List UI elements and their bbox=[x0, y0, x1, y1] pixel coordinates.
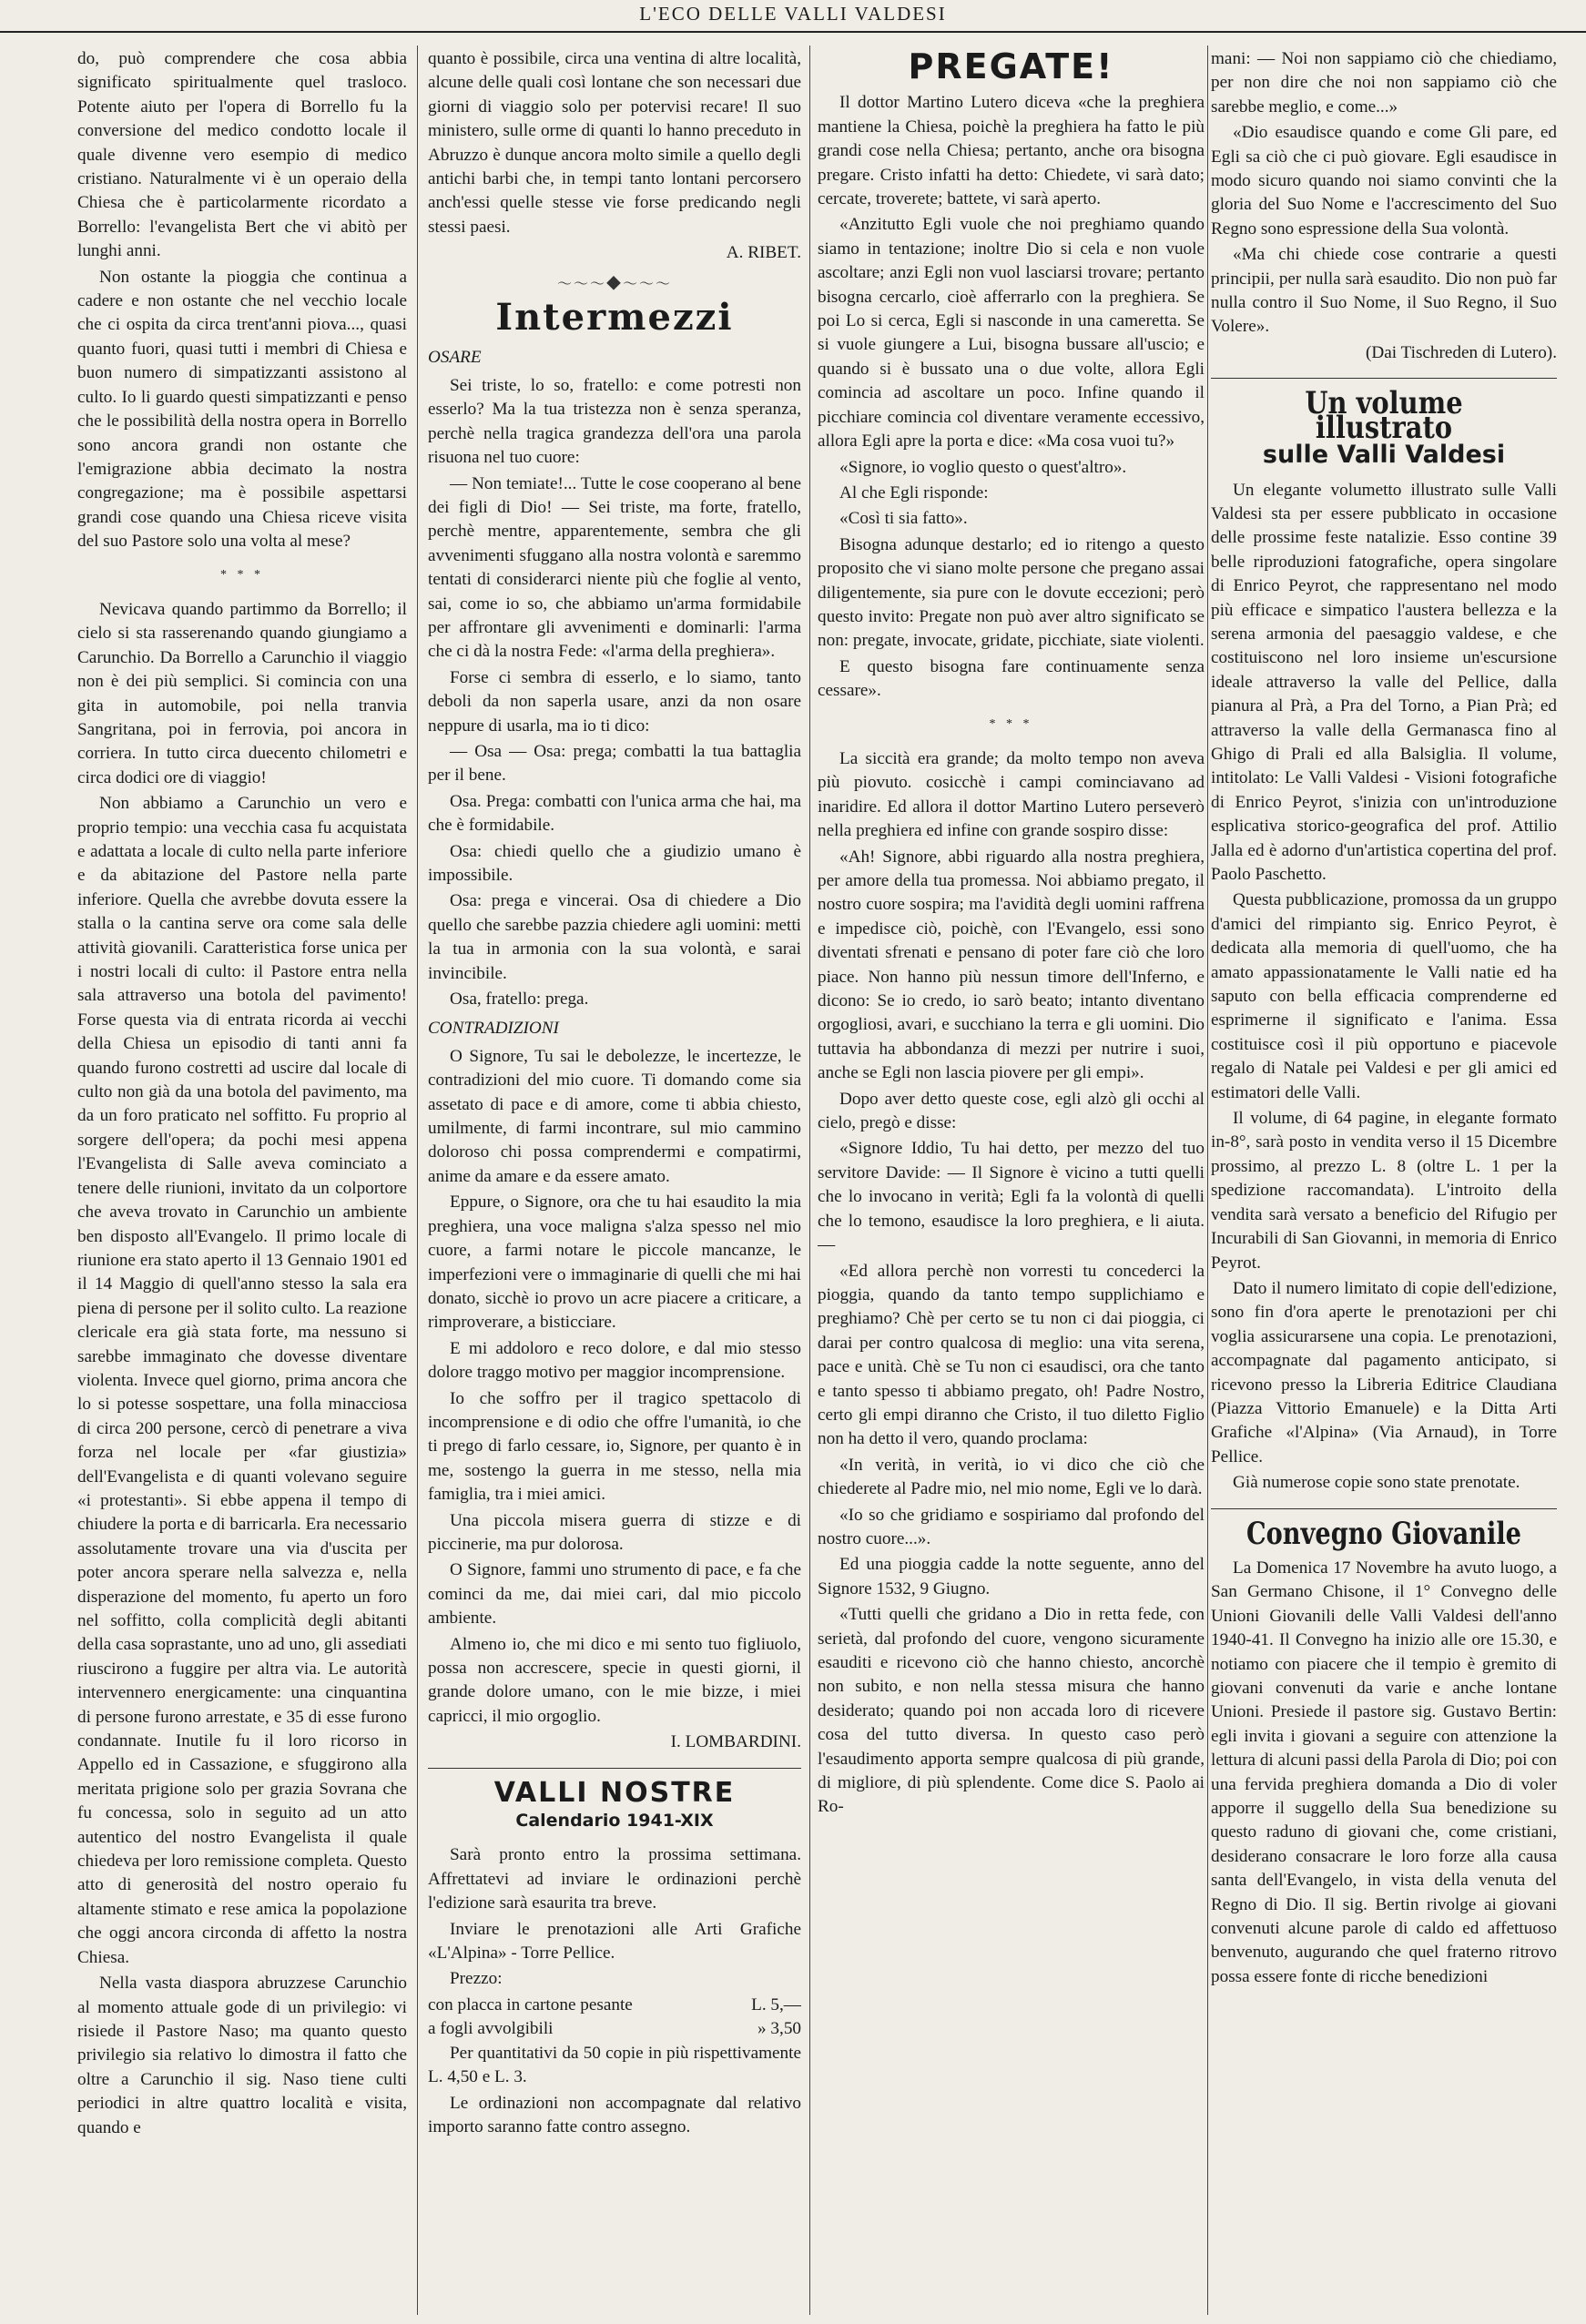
valli-nostre-heading: VALLI NOSTRE bbox=[493, 1776, 736, 1809]
article-signature: A. RIBET. bbox=[726, 243, 801, 263]
masthead bbox=[0, 0, 1586, 33]
pregate-heading: PREGATE! bbox=[908, 47, 1114, 86]
price-row-value: » 3,50 bbox=[757, 2019, 801, 2039]
article-paragraph: Una piccola misera guerra di stizze e di piccinerie, ma pur dolorosa. bbox=[428, 1510, 801, 1554]
article-paragraph: O Signore, Tu sai le debolezze, le incertezze, le contradizioni del mio cuore. Ti domando come sia assetato di pace e di amore, come ti abbia chiesto, umilmente, di farmi incontrare, sul mio cammino doloroso chi possa comprendermi e compatirmi, anime da amare e da essere amato. bbox=[428, 1046, 801, 1186]
article-paragraph: do, può comprendere che cosa abbia significato spiritualmente quel trasloco. Potente aiuto per l'opera di Borrello fu la conversione del medico condotto locale il quale divenne vero esempio di medico cristiano. Naturalmente vi è un operaio della Chiesa che è particolarmente ricordato a Borrello: l'evangelista Bert che vi abitò per lunghi anni. bbox=[77, 49, 407, 261]
article-paragraph: Io che soffro per il tragico spettacolo di incomprensione e di odio che offre l'umanità, io che ti prego di farlo cessare, io, Signore, per quanto è in me, sostengo la guerra in me stesso, nella mia famiglia, tra i miei amici. bbox=[428, 1388, 801, 1505]
volume-subheading: sulle Valli Valdesi bbox=[1262, 441, 1506, 470]
article-paragraph: Almeno io, che mi dico e mi sento tuo figliuolo, possa non accrescere, specie in questi giorni, il grande dolore umano, con le mie bizze, i miei capricci, il mio orgoglio. bbox=[428, 1634, 801, 1726]
article-paragraph: Un elegante volumetto illustrato sulle Valli Valdesi sta per essere pubblicato in occasione delle prossime feste natalizie. Esso contine 39 belle riproduzioni fatografiche, opera singolare di Enrico Peyrot, che rappresentano nel modo più efficace e simpatico l'austera bellezza e la serena armonia del paesaggio valdese, e che costituiscono nel loro insieme un'escursione ideale attraverso la valle del Pellice, dalla pianura al Prà, a Pra del Torno, a Pian Prà; ed attraverso la valle della Germanasca fino al Ghigo di Prali ed alla Balsiglia. Il volume, intitolato: Le Valli Valdesi - Visioni fotografiche di Enrico Peyrot, s'inizia con un'introduzione esplicativa storico-geografica del prof. Attilio Jalla ed è adorno d'un'artistica copertina del prof. Paolo Paschetto. bbox=[1211, 480, 1557, 884]
convegno-heading: Convegno Giovanile bbox=[1246, 1515, 1521, 1552]
section-divider bbox=[428, 1768, 801, 1769]
article-paragraph: La siccità era grande; da molto tempo non aveva più piovuto. cosicchè i campi cominciavano ad inaridire. Ed allora il dottor Martino Lutero perseverò nella preghiera ed infine con grande sospiro disse: bbox=[818, 748, 1205, 841]
article-paragraph: O Signore, fammi uno strumento di pace, e fa che cominci da me, dai miei cari, dal mio piccolo ambiente. bbox=[428, 1560, 801, 1629]
column-rule bbox=[417, 46, 418, 2315]
article-paragraph: E mi addoloro e reco dolore, e dal mio stesso dolore traggo motivo per maggior incomprensione. bbox=[428, 1338, 801, 1383]
article-paragraph: Nevicava quando partimmo da Borrello; il cielo si sta rasserenando quando giungiamo a Carunchio. Da Borrello a Carunchio il viaggio non è dei più semplici. Si comincia con una gita in automobile, poi nella tranvia Sangritana, poi in ferrovia, poi ancora in corriera. In tutto circa duecento chilometri e circa dodici ore di viaggio! bbox=[77, 599, 407, 787]
column-rule bbox=[1207, 46, 1208, 2315]
article-paragraph: Eppure, o Signore, ora che tu hai esaudito la mia preghiera, una voce maligna s'alza spesso nel mio cuore, a farmi notare le piccole mancanze, le imperfezioni vere o immaginarie di quelli che mi hai donato, sicchè io provo un acre piacere a criticare, a rimproverare, a bisticciare. bbox=[428, 1192, 801, 1333]
article-paragraph: Osa: prega e vincerai. Osa di chiedere a Dio quello che sarebbe pazzia chiedere agli uomini: metti la tua in armonia con la sua volontà, e sarai invincibile. bbox=[428, 891, 801, 983]
column-3 bbox=[818, 47, 1205, 2317]
osare-subheading: OSARE bbox=[428, 348, 482, 368]
article-paragraph: Sarà pronto entro la prossima settimana. Affrettatevi ad inviare le ordinazioni perchè l'edizione sarà esaurita tra breve. bbox=[428, 1845, 801, 1913]
article-paragraph: La Domenica 17 Novembre ha avuto luogo, a San Germano Chisone, il 1° Convegno delle Unioni Giovanili delle Valli Valdesi dell'anno 1940-41. Il Convegno ha inizio alle ore 15.30, e notiamo con piacere che il tempio è gremito di giovani convenuti da varie e anche lontane Unioni. Presiede il pastore sig. Gustavo Bertin: egli invita i giovani a seguire con attenzione la lettura di alcuni passi della Parola di Dio; poi con una fervida preghiera domanda a Dio di voler apporre il suggello della Sua benedizione su questo raduno di giovani che, come cristiani, desiderano consacrare le loro forze alla causa santa dell'Evangelo, in vista della venuta del Regno di Dio. Il sig. Bertin rivolge ai giovani convenuti alcune parole di caldo ed affettuoso benvenuto, augurando che quel fraterno ritrovo possa essere fonte di ricche benedizioni bbox=[1211, 1558, 1557, 1986]
section-stars: * * * bbox=[989, 716, 1033, 731]
article-paragraph: «Anzitutto Egli vuole che noi preghiamo quando siamo in tentazione; inoltre Dio si cela e non vuole ascoltare; anzi Egli non vuol lasciarsi trovare; pertanto bisogna cercarlo, cioè afferrarlo con la preghiera. Se poi Lo si cerca, Egli si nasconde in una cameretta. Se si vuole giungere a Lui, bisogna bussare all'uscio; e quando si è bussato una o due volte, allora Egli comincia ad ascoltare un poco. Infine quando il picchiare comincia col diventare veramente eccessivo, allora Egli apre la porta e dice: «Ma cosa vuoi tu?» bbox=[818, 215, 1205, 452]
article-paragraph: Dopo aver detto queste cose, egli alzò gli occhi al cielo, pregò e disse: bbox=[818, 1089, 1205, 1133]
column-2 bbox=[428, 47, 801, 2317]
article-paragraph: «Ma chi chiede cose contrarie a questi principii, per nulla sarà esaudito. Dio non può far nulla contro il Suo Nome, il Suo Regno, il Suo Volere». bbox=[1211, 245, 1557, 337]
section-divider bbox=[1211, 378, 1557, 379]
article-paragraph: Ed una pioggia cadde la notte seguente, anno del Signore 1532, 9 Giugno. bbox=[818, 1555, 1205, 1598]
article-paragraph: Nella vasta diaspora abruzzese Carunchio al momento attuale gode di un privilegio: vi risiede il Pastore Naso; ma quanto questo privilegio sia relativo lo dimostra il fatto che oltre a Carunchio il sig. Naso tiene culti periodici in altre quattro località e visita, quando e bbox=[77, 1974, 407, 2137]
article-paragraph: Non ostante la pioggia che continua a cadere e non ostante che nel vecchio locale che ci ospita da circa trent'anni piova..., quasi quanto fuori, quasi tutti i membri di Chiesa e buon numero di simpatizzanti assistono al culto. Io li guardo questi simpatizzanti e penso che le possibilità della nostra opera in Borrello sono ancora grandi non ostante che l'emigrazione abbia decimato la nostra congregazione; ma è possibile aspettarsi grandi cose quando una Chiesa riceve visita del suo Pastore solo una volta al mese? bbox=[77, 267, 407, 552]
price-row bbox=[428, 2017, 801, 2041]
article-paragraph: Osa: chiedi quello che a giudizio umano è impossibile. bbox=[428, 841, 801, 885]
volume-heading: Un volume illustrato bbox=[1305, 385, 1463, 446]
article-paragraph: Forse ci sembra di esserlo, e lo siamo, tanto deboli da non saperla usare, anzi da non osare neppure di usarla, ma io ti dico: bbox=[428, 667, 801, 736]
article-paragraph: E questo bisogna fare continuamente senza cessare». bbox=[818, 656, 1205, 701]
section-divider bbox=[1211, 1508, 1557, 1509]
article-paragraph: «Tutti quelli che gridano a Dio in retta fede, con serietà, dal profondo del cuore, vengono sicuramente esauditi e ricevono ciò che hanno chiesto, ancorchè non subito, e non nella stessa misura che hanno desiderato; quando poi non accada loro di ricevere cosa del tutto diversa. In questo caso però l'esaudimento apporta sempre qualcosa di più grande, di migliore, di più splendente. Come dice S. Paolo ai Ro- bbox=[818, 1605, 1205, 1817]
intermezzi-heading: Intermezzi bbox=[495, 296, 734, 340]
article-paragraph: Osa, fratello: prega. bbox=[450, 989, 589, 1010]
article-paragraph: Per quantitativi da 50 copie in più rispettivamente L. 4,50 e L. 3. bbox=[428, 2043, 801, 2087]
article-paragraph: «In verità, in verità, io vi dico che ciò che chiederete al Padre mio, nel mio nome, Egli ve lo darà. bbox=[818, 1455, 1205, 1499]
article-paragraph: mani: — Noi non sappiamo ciò che chiediamo, per non dire che noi non sappiamo ciò che sarebbe meglio, e come...» bbox=[1211, 49, 1557, 117]
price-row-label: con placca in cartone pesante bbox=[428, 1994, 633, 2014]
article-paragraph: «Ah! Signore, abbi riguardo alla nostra preghiera, per amore della tua promessa. Noi abbiamo pregato, il nostro cuore sospira; ma l'avidità degli uomini raffrena e impedisce ciò, poichè, con l'Evangelo, essi sono diventati sfrenati e pensano di poter fare ciò che loro piace. Non hanno più nessun timore dell'Inferno, e dicono: Se io credo, io sarò beato; intanto diventano orgogliosi, avari, e succhiano la terra e gli uomini. Dio tuttavia ha abbondanza di mezzi per nutrire i suoi, anche se Egli non lasciа piovere per gli empi». bbox=[818, 847, 1205, 1083]
article-paragraph: Bisogna adunque destarlo; ed io ritengo a questo proposito che vi siano molte persone che pregano assai diligentemente, sia pure con le dovute eccezioni; però questo invito: Pregate non può aver altro significato se non: pregate, invocate, gridate, picchiate, siate violenti. bbox=[818, 534, 1205, 651]
article-paragraph: «Dio esaudisce quando e come Gli pare, ed Egli sa ciò che ci può giovare. Egli esaudisce in modo sicuro quando noi siamo convinti che la gloria del Suo Nome e l'accrescimento del Suo Regno sono espressione della Sua volontà. bbox=[1211, 123, 1557, 238]
price-label: Prezzo: bbox=[450, 1969, 503, 1989]
article-paragraph: Non abbiamo a Carunchio un vero e proprio tempio: una vecchia casa fu acquistata e adattata a locale di culto nella parte inferiore e da abitazione del Pastore nella parte inferiore. Quella che avrebbe dovuta essere la stalla o la cantina serve ora come sala delle attività giovanili. Caratteristica forse unica per i nostri locali di culto: il Pastore entra nella sala attraverso una botola del pavimento! Forse questa via di entrata ricorda ai vecchi della Chiesa un episodio di tanti anni fa quando furono costretti ad uscire dal locale di culto non già da una botola del pavimento, ma da un foro praticato nel soffitto. Fu proprio al sorgere dell'opera; da pochi mesi appena l'Evangelista di Salle aveva cominciato a tenere delle riunioni, invitato da un colportore che aveva trovato in Carunchio un ambiente ben disposto all'Evangelo. Il primo locale di riunione era stato aperto il 13 Gennaio 1901 ed il 14 Maggio di quell'anno stesso la sala era piena di persone per il solito culto. La reazione clericale era già stata forte, ma nessuno si sarebbe immaginato che dovesse diventare violenta. Invece quel giorno, prima ancora che lo si potesse sospettare, una folla minacciosa di circa 200 persone, cercò di penetrare a viva forza nel locale per «far giustizia» dell'Evangelista e di quanti volevano seguire «i protestanti». Si ebbe appena il tempo di chiudere la porta e di barricarla. Era necessario assolutamente trovare una via d'uscita per poter ancora sperare nella salvezza e, nella disperazione del momento, fu aperto un foro nel soffitto, colla complicità degli abitanti della casa soprastante, uno ad uno, gli assediati riuscirono a fuggire per altra via. Le autorità intervennero energicamente: una cinquantina di persone furono arrestate, e 35 di esse furono condannate. Inutile fu il loro ricorso in Appello ed in Cassazione, e sfuggirono alla meritata prigione solo per grazia Sovrana che fu concessa, solo in seguito ad un atto autentico del nostro Evangelista il quale chiedeva per loro remissione completa. Questo atto di generosità del nostro operaio fu altamente stimato e rese amica la popolazione che oggi ancora circonda di affetto la nostra Chiesa. bbox=[77, 794, 407, 1967]
price-row-label: a fogli avvolgibili bbox=[428, 2019, 554, 2039]
column-1 bbox=[77, 47, 407, 2317]
article-paragraph: «Così ti sia fatto». bbox=[839, 509, 968, 529]
article-signature: I. LOMBARDINI. bbox=[670, 1732, 801, 1752]
section-stars: * * * bbox=[220, 567, 264, 582]
article-paragraph: «Signore Iddio, Tu hai detto, per mezzo del tuo servitore Davide: — Il Signore è vicino a tutti quelli che lo invocano in verità; Egli fa la volontà di quelli che lo temono, esaudisce la loro preghiera, e li aiuta. — bbox=[818, 1139, 1205, 1255]
article-paragraph: Le ordinazioni non accompagnate dal relativo importo saranno fatte contro assegno. bbox=[428, 2093, 801, 2136]
article-paragraph: Al che Egli risponde: bbox=[839, 482, 989, 502]
newspaper-title: L'ECO DELLE VALLI VALDESI bbox=[639, 3, 947, 25]
article-paragraph: Il volume, di 64 pagine, in elegante formato in-8°, sarà posto in vendita verso il 15 Dicembre prossimo, al prezzo L. 8 (oltre L. 1 per la spedizione raccomandata). L'introito della vendita sarà versato a beneficio del Rifugio per Incurabili di San Giovanni, in memoria di Enrico Peyrot. bbox=[1211, 1109, 1557, 1273]
column-4 bbox=[1211, 47, 1557, 2317]
article-paragraph: — Osa — Osa: prega; combatti la tua battaglia per il bene. bbox=[428, 741, 801, 786]
article-paragraph: «Signore, io voglio questo o quest'altro». bbox=[839, 457, 1127, 477]
article-paragraph: «Io so che gridiamo e sospiriamo dal profondo del nostro cuore...». bbox=[818, 1505, 1205, 1548]
article-paragraph: Sei triste, lo so, fratello: e come potresti non esserlo? Ma la tua tristezza non è senza speranza, perchè nella tragica grandezza dell'ora una parola risuona nel tuo cuore: bbox=[428, 375, 801, 468]
article-paragraph: Il dottor Martino Lutero diceva «che la preghiera mantiene la Chiesa, poichè la preghiera ha fatto le più grandi cose nella Chiesa; pertanto, anche ora bisogna pregare. Cristo infatti ha detto: Chiedete, vi sarà dato; cercate, troverete; battete, vi sarà aperto. bbox=[818, 93, 1205, 209]
article-paragraph: Già numerose copie sono state prenotate. bbox=[1233, 1473, 1520, 1493]
article-paragraph: Inviare le prenotazioni alle Arti Grafiche «L'Alpina» - Torre Pellice. bbox=[428, 1919, 801, 1964]
article-paragraph: Questa pubblicazione, promossa da un gruppo d'amici del rimpianto sig. Enrico Peyrot, è dedicata alla memoria di quell'uomo, che ha amato appassionatamente le Valli natie ed ha saputo con bella efficacia comprenderne ed esprimerne il significato e l'anima. Essa costituisce così il più opportuno e piacevole regalo di Natale pei Valdesi e per gli amici ed estimatori delle Valli. bbox=[1211, 890, 1557, 1102]
article-paragraph: Osa. Prega: combatti con l'unica arma che hai, ma che è formidabile. bbox=[428, 791, 801, 836]
article-paragraph: «Ed allora perchè non vorresti tu concederci la pioggia, quando da tanto tempo supplichiamo e preghiamo? Chè per certo se tu non ci dai pioggia, ci darai per contro qualcosa di meglio: una vita serena, pace e unità. Chè se Tu non ci esaudisci, ora che tanto e tanto spesso ti abbiamo pregato, oh! Padre Nostro, certo gli empi diranno che Cristo, il tuo diletto Figlio non ha detto il vero, quando proclama: bbox=[818, 1261, 1205, 1449]
article-paragraph: quanto è possibile, circa una ventina di altre località, alcune delle quali così lontane che son necessari due giorni di viaggio solo per potervisi recare! Il suo ministero, sulle orme di quanti lo hanno preceduto in Abruzzo è dunque ancora molto simile a quello degli antichi barbi che, in tempi tanto lontani percorsero anch'essi quelle stesse vie forse predicando negli stessi paesi. bbox=[428, 49, 801, 237]
column-rule bbox=[809, 46, 810, 2315]
article-paragraph: Dato il numero limitato di copie dell'edizione, sono fin d'ora aperte le prenotazioni per chi voglia assicurarsene una copia. Le prenotazioni, accompagnate dal pagamento anticipato, si ricevono presso la Libreria Editrice Claudiana (Piazza Vittorio Emanuele) e la Ditta Arti Grafiche «l'Alpina» (Via Arnaud), in Torre Pellice. bbox=[1211, 1278, 1557, 1466]
price-row-value: L. 5,— bbox=[751, 1994, 801, 2014]
ornament-divider: 〜〜〜◆〜〜〜 bbox=[556, 276, 672, 292]
contradizioni-subheading: CONTRADIZIONI bbox=[428, 1019, 559, 1039]
calendario-subheading: Calendario 1941-XIX bbox=[515, 1811, 714, 1832]
price-row bbox=[428, 1994, 801, 2017]
article-paragraph: — Non temiate!... Tutte le cose cooperano al bene dei figli di Dio! — Sei triste, ma forte, fratello, perchè mentre, apparentemente, sembra che gli avvenimenti sfuggano alla nostra volontà e saremmo tentati di considerarci niente più che foglie al vento, sai, come io so, che abbiamo un'arma formidabile per affrontare gli avvenimenti e dominarli: l'arma che ci dà la nostra Fede: «l'arma della preghiera». bbox=[428, 473, 801, 662]
article-source: (Dai Tischreden di Lutero). bbox=[1366, 342, 1557, 362]
